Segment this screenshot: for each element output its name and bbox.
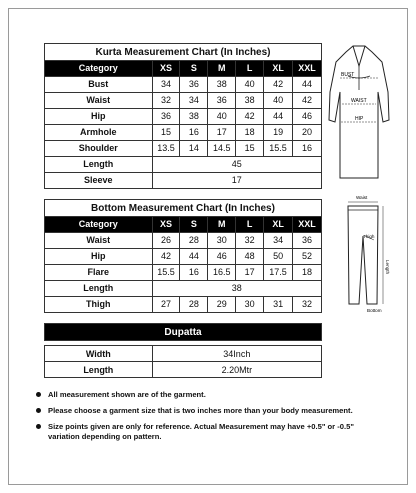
note-text: Size points given are only for reference. Actual Measurement may have +0.5" or -0.5" variation depending on pattern. <box>48 422 354 441</box>
row-label: Waist <box>45 93 153 109</box>
table-row <box>45 346 322 362</box>
table-row <box>45 173 322 189</box>
cell: 31 <box>264 297 293 313</box>
cell: 52 <box>293 249 322 265</box>
cell: 38 <box>180 109 208 125</box>
row-label: Length <box>45 362 153 378</box>
kurta-fig-waist: WAIST <box>351 98 367 104</box>
cell: 40 <box>208 109 236 125</box>
row-label: Thigh <box>45 297 153 313</box>
cell: 26 <box>152 233 180 249</box>
pants-illustration <box>334 192 394 314</box>
table-row <box>45 141 322 157</box>
cell: 18 <box>293 265 322 281</box>
cell: 20 <box>293 125 322 141</box>
cell: 46 <box>208 249 236 265</box>
cell: 17 <box>152 173 321 189</box>
pants-fig-thigh: Thigh <box>363 234 375 239</box>
kurta-fig-hip: HIP <box>355 116 364 122</box>
bottom-title: Bottom Measurement Chart (In Inches) <box>45 200 322 217</box>
cell: 32 <box>236 233 264 249</box>
cell: 16 <box>293 141 322 157</box>
kurta-col-xs: XS <box>152 61 180 77</box>
cell: 34 <box>264 233 293 249</box>
cell: 44 <box>293 77 322 93</box>
table-row <box>45 281 322 297</box>
cell: 36 <box>152 109 180 125</box>
bottom-col-xxl: XXL <box>293 217 322 233</box>
cell: 44 <box>180 249 208 265</box>
row-label: Length <box>45 157 153 173</box>
bottom-col-l: L <box>236 217 264 233</box>
bullet-icon <box>36 408 41 413</box>
cell: 42 <box>236 109 264 125</box>
row-label: Armhole <box>45 125 153 141</box>
cell: 42 <box>264 77 293 93</box>
cell: 14.5 <box>208 141 236 157</box>
cell: 17.5 <box>264 265 293 281</box>
kurta-title: Kurta Measurement Chart (In Inches) <box>45 44 322 61</box>
dupatta-title: Dupatta <box>45 324 322 341</box>
row-label: Length <box>45 281 153 297</box>
table-row <box>45 233 322 249</box>
kurta-col-xxl: XXL <box>293 61 322 77</box>
cell: 46 <box>293 109 322 125</box>
cell: 17 <box>236 265 264 281</box>
kurta-table <box>44 43 322 189</box>
cell: 48 <box>236 249 264 265</box>
cell: 28 <box>180 297 208 313</box>
cell: 40 <box>264 93 293 109</box>
cell: 17 <box>208 125 236 141</box>
table-row <box>45 249 322 265</box>
row-label: Waist <box>45 233 153 249</box>
table-row <box>45 297 322 313</box>
table-row <box>45 157 322 173</box>
row-label: Flare <box>45 265 153 281</box>
table-row <box>45 265 322 281</box>
cell: 16 <box>180 265 208 281</box>
table-row <box>45 93 322 109</box>
cell: 30 <box>208 233 236 249</box>
cell: 34 <box>152 77 180 93</box>
bullet-icon <box>36 392 41 397</box>
kurta-col-m: M <box>208 61 236 77</box>
cell: 36 <box>208 93 236 109</box>
row-label: Bust <box>45 77 153 93</box>
cell: 16.5 <box>208 265 236 281</box>
kurta-illustration <box>326 40 392 182</box>
cell: 36 <box>180 77 208 93</box>
cell: 18 <box>236 125 264 141</box>
pants-fig-length: Length <box>385 260 390 275</box>
cell: 32 <box>152 93 180 109</box>
kurta-col-category: Category <box>45 61 153 77</box>
cell: 36 <box>293 233 322 249</box>
bottom-col-s: S <box>180 217 208 233</box>
cell: 32 <box>293 297 322 313</box>
note-text: All measurement shown are of the garment. <box>48 390 206 399</box>
cell: 19 <box>264 125 293 141</box>
cell: 2.20Mtr <box>152 362 321 378</box>
cell: 29 <box>208 297 236 313</box>
list-item <box>36 422 366 442</box>
bullet-icon <box>36 424 41 429</box>
cell: 30 <box>236 297 264 313</box>
pants-fig-bottom: Bottom <box>367 308 382 313</box>
bottom-col-category: Category <box>45 217 153 233</box>
table-row <box>45 109 322 125</box>
row-label: Width <box>45 346 153 362</box>
kurta-col-s: S <box>180 61 208 77</box>
note-text: Please choose a garment size that is two inches more than your body measurement. <box>48 406 353 415</box>
bottom-col-xs: XS <box>152 217 180 233</box>
cell: 15.5 <box>152 265 180 281</box>
cell: 38 <box>208 77 236 93</box>
list-item <box>36 406 366 416</box>
dupatta-table <box>44 323 322 378</box>
cell: 14 <box>180 141 208 157</box>
cell: 16 <box>180 125 208 141</box>
cell: 40 <box>236 77 264 93</box>
row-label: Hip <box>45 249 153 265</box>
cell: 15.5 <box>264 141 293 157</box>
cell: 15 <box>236 141 264 157</box>
cell: 27 <box>152 297 180 313</box>
kurta-col-l: L <box>236 61 264 77</box>
table-row <box>45 125 322 141</box>
kurta-fig-bust: BUST <box>341 72 355 78</box>
row-label: Shoulder <box>45 141 153 157</box>
table-row <box>45 77 322 93</box>
row-label: Hip <box>45 109 153 125</box>
cell: 38 <box>152 281 321 297</box>
cell: 50 <box>264 249 293 265</box>
cell: 34Inch <box>152 346 321 362</box>
cell: 42 <box>152 249 180 265</box>
cell: 34 <box>180 93 208 109</box>
notes-list <box>36 390 366 448</box>
row-label: Sleeve <box>45 173 153 189</box>
bottom-col-xl: XL <box>264 217 293 233</box>
cell: 38 <box>236 93 264 109</box>
list-item <box>36 390 366 400</box>
cell: 13.5 <box>152 141 180 157</box>
kurta-col-xl: XL <box>264 61 293 77</box>
cell: 42 <box>293 93 322 109</box>
cell: 28 <box>180 233 208 249</box>
cell: 15 <box>152 125 180 141</box>
cell: 44 <box>264 109 293 125</box>
bottom-col-m: M <box>208 217 236 233</box>
pants-fig-waist: Waist <box>356 195 368 200</box>
bottom-table <box>44 199 322 313</box>
table-row <box>45 362 322 378</box>
cell: 45 <box>152 157 321 173</box>
